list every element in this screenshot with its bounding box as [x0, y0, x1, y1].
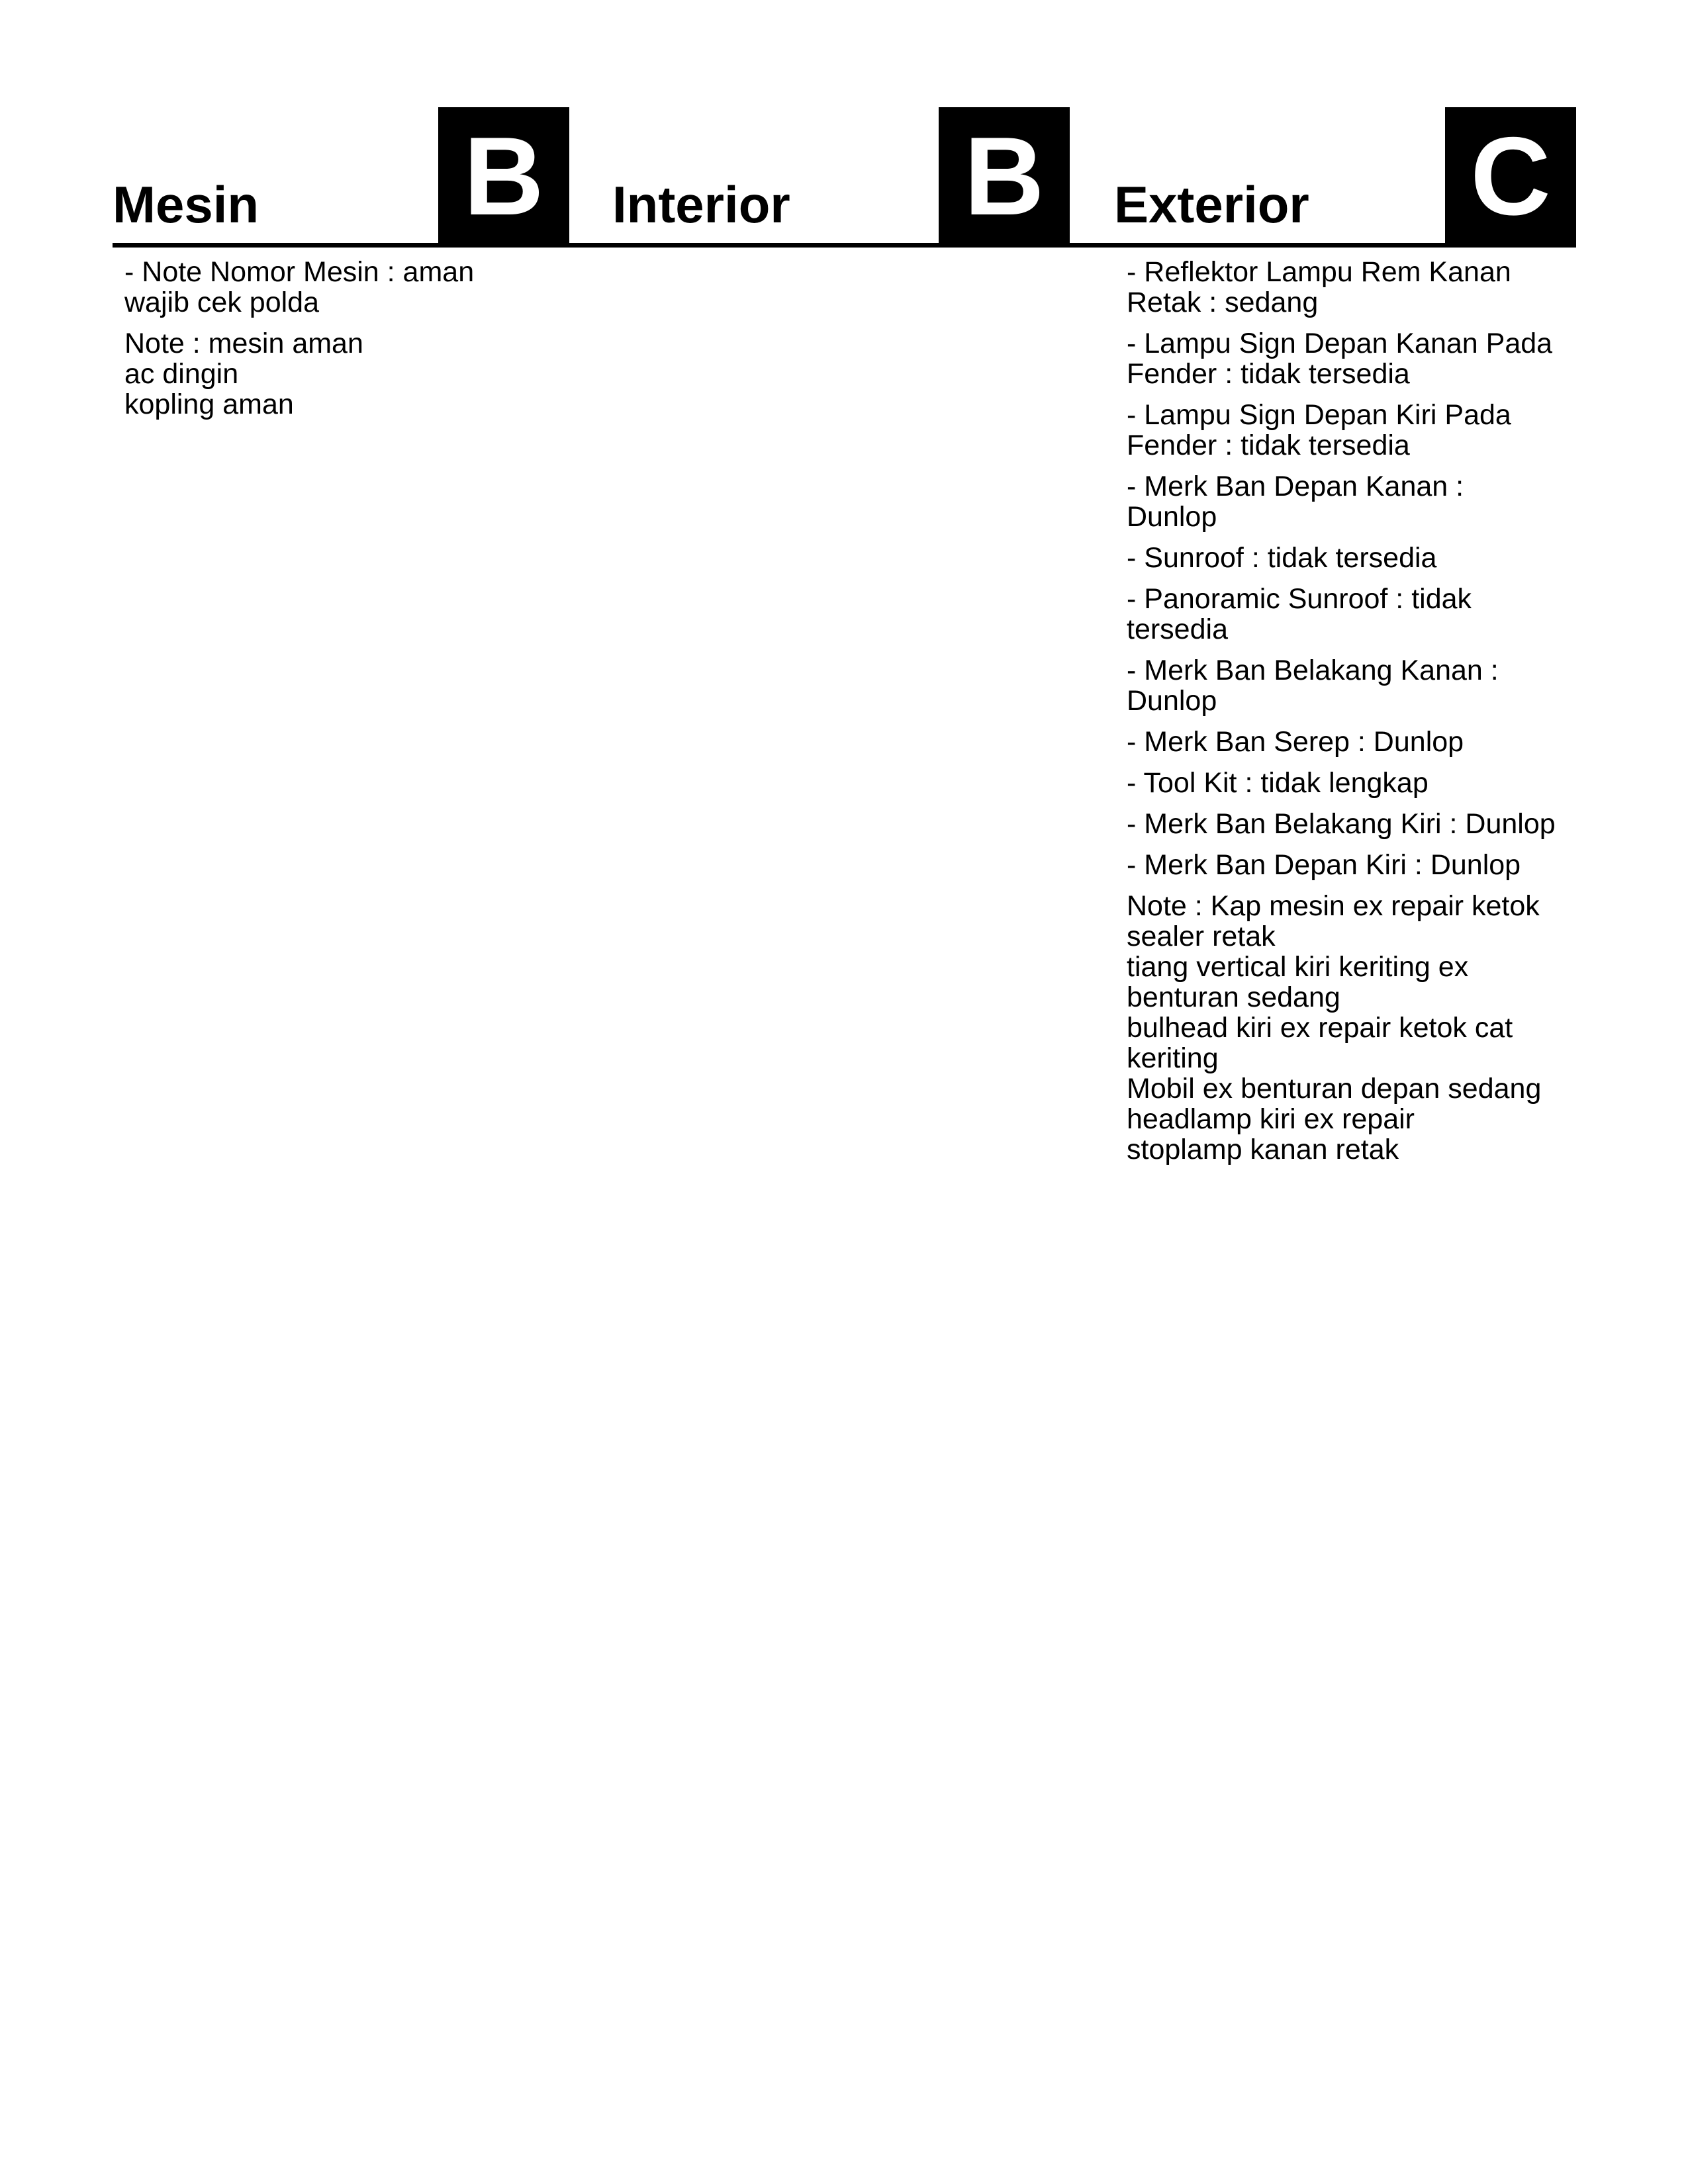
mesin-column	[124, 257, 495, 430]
mesin-note-line: ac dingin	[124, 358, 239, 390]
mesin-note	[124, 328, 495, 420]
exterior-note-line: stoplamp kanan retak	[1127, 1134, 1399, 1165]
section-title-mesin: Mesin	[113, 175, 259, 234]
exterior-item: - Merk Ban Belakang Kanan : Dunlop	[1127, 655, 1499, 717]
exterior-item: - Lampu Sign Depan Kanan Pada Fender : tidak tersedia	[1127, 328, 1553, 390]
exterior-item: - Merk Ban Belakang Kiri : Dunlop	[1127, 808, 1556, 840]
exterior-note-line: headlamp kiri ex repair	[1127, 1103, 1415, 1135]
exterior-note-line: tiang vertical kiri keriting ex benturan sedang	[1127, 951, 1469, 1013]
exterior-note-line: bulhead kiri ex repair ketok cat keriting	[1127, 1012, 1513, 1074]
exterior-note-line: Note : Kap mesin ex repair ketok sealer retak	[1127, 890, 1540, 952]
exterior-item: - Panoramic Sunroof : tidak tersedia	[1127, 583, 1472, 645]
exterior-item: - Merk Ban Depan Kiri : Dunlop	[1127, 849, 1521, 881]
exterior-note-line: Mobil ex benturan depan sedang	[1127, 1073, 1542, 1105]
exterior-item: - Tool Kit : tidak lengkap	[1127, 767, 1429, 799]
mesin-note-line: kopling aman	[124, 388, 294, 420]
exterior-item: - Merk Ban Depan Kanan : Dunlop	[1127, 471, 1464, 533]
exterior-item: - Sunroof : tidak tersedia	[1127, 542, 1437, 574]
header-divider	[113, 243, 1576, 248]
exterior-item: - Lampu Sign Depan Kiri Pada Fender : tidak tersedia	[1127, 399, 1511, 461]
grade-badge-interior: B	[939, 107, 1070, 245]
exterior-note	[1127, 891, 1557, 1165]
exterior-item: - Merk Ban Serep : Dunlop	[1127, 726, 1464, 758]
mesin-item: - Note Nomor Mesin : aman wajib cek polda	[124, 256, 475, 318]
section-header-exterior	[1114, 107, 1576, 245]
section-title-exterior: Exterior	[1114, 175, 1309, 234]
section-header-mesin	[113, 107, 569, 245]
section-title-interior: Interior	[612, 175, 790, 234]
grade-badge-mesin: B	[438, 107, 569, 245]
exterior-column	[1127, 257, 1557, 1175]
exterior-item: - Reflektor Lampu Rem Kanan Retak : sedang	[1127, 256, 1511, 318]
grade-badge-exterior: C	[1445, 107, 1576, 245]
mesin-note-line: Note : mesin aman	[124, 328, 363, 359]
section-header-interior	[612, 107, 1069, 245]
section-header-row	[113, 107, 1576, 245]
